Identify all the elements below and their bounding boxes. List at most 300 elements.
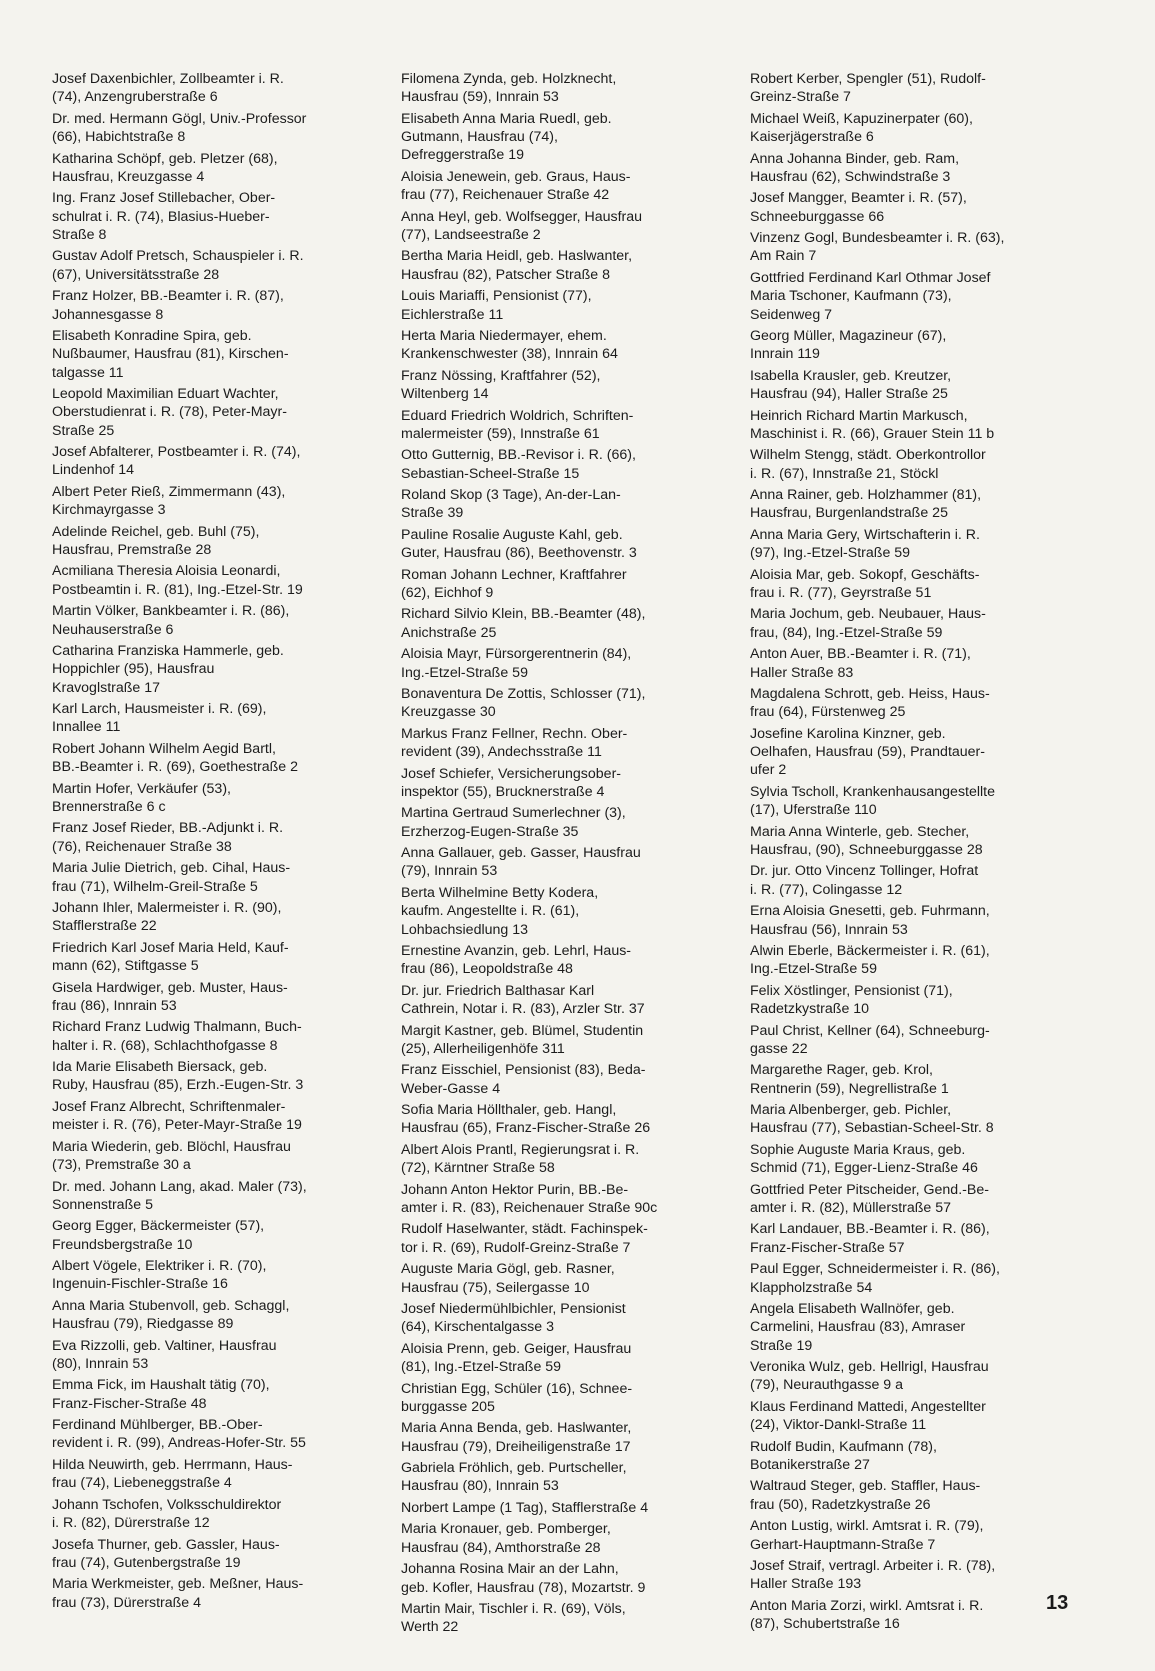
entry-line: Hausfrau (79), Dreiheiligenstraße 17 <box>401 1438 631 1455</box>
entry-line: Postbeamtin i. R. (81), Ing.-Etzel-Str. 19 <box>52 581 303 598</box>
entry-line: Alwin Eberle, Bäckermeister i. R. (61), <box>750 943 990 959</box>
death-notice-entry <box>401 1300 723 1337</box>
death-notice-entry <box>52 1058 374 1095</box>
death-notice-entry <box>401 645 723 682</box>
death-notice-entry <box>401 765 723 802</box>
death-notice-entry <box>750 486 1078 523</box>
entry-line: Sophie Auguste Maria Kraus, geb. <box>750 1141 966 1158</box>
death-notice-entry <box>750 189 1078 226</box>
entry-line: Hausfrau (62), Schwindstraße 3 <box>750 168 951 185</box>
entry-line: Filomena Zynda, geb. Holzknecht, <box>401 71 617 87</box>
death-notice-entry <box>750 982 1078 1019</box>
entry-line: Franz Eisschiel, Pensionist (83), Beda- <box>401 1062 646 1079</box>
entry-line: (25), Allerheiligenhöfe 311 <box>401 1040 565 1057</box>
entry-line: Maria Anna Benda, geb. Haslwanter, <box>401 1420 632 1437</box>
entry-line: Sebastian-Scheel-Straße 15 <box>401 465 580 482</box>
death-notice-entry <box>750 110 1078 147</box>
death-notice-entry <box>401 407 723 444</box>
entry-line: Anton Auer, BB.-Beamter i. R. (71), <box>750 646 971 663</box>
entry-line: Ernestine Avanzin, geb. Lehrl, Haus- <box>401 943 632 959</box>
entry-line: Roland Skop (3 Tage), An-der-Lan- <box>401 487 621 504</box>
entry-line: Auguste Maria Gögl, geb. Rasner, <box>401 1261 615 1278</box>
entry-line: Angela Elisabeth Wallnöfer, geb. <box>750 1301 955 1318</box>
death-notice-entry <box>401 110 723 165</box>
death-notice-entry <box>750 327 1078 364</box>
entry-line: Hausfrau (59), Innrain 53 <box>401 89 559 106</box>
entry-line: tor i. R. (69), Rudolf-Greinz-Straße 7 <box>401 1239 631 1256</box>
entry-line: Albert Vögele, Elektriker i. R. (70), <box>52 1258 267 1275</box>
entry-line: Maria Kronauer, geb. Pomberger, <box>401 1521 611 1538</box>
entry-line: Josef Daxenbichler, Zollbeamter i. R. <box>52 71 284 87</box>
entry-line: Gottfried Ferdinand Karl Othmar Josef <box>750 269 991 286</box>
entry-line: Franz-Fischer-Straße 48 <box>52 1395 207 1412</box>
death-notice-entry <box>52 899 374 936</box>
entry-line: Gottfried Peter Pitscheider, Gend.-Be- <box>750 1181 989 1198</box>
death-notice-entry <box>52 385 374 440</box>
entry-line: Franz Holzer, BB.-Beamter i. R. (87), <box>52 288 284 305</box>
entry-line: Johann Tschofen, Volksschuldirektor <box>52 1496 282 1513</box>
death-notice-entry <box>52 859 374 896</box>
entry-line: Karl Larch, Hausmeister i. R. (69), <box>52 701 267 718</box>
entry-line: amter i. R. (82), Müllerstraße 57 <box>750 1199 952 1216</box>
entry-line: Robert Kerber, Spengler (51), Rudolf- <box>750 71 986 87</box>
entry-line: Friedrich Karl Josef Maria Held, Kauf- <box>52 939 289 956</box>
death-notice-entry <box>750 862 1078 899</box>
death-notice-entry <box>401 287 723 324</box>
entry-line: (17), Uferstraße 110 <box>750 802 877 819</box>
entry-line: Ing. Franz Josef Stillebacher, Ober- <box>52 190 276 207</box>
entry-line: Straße 8 <box>52 226 107 243</box>
entry-line: Maschinist i. R. (66), Grauer Stein 11 b <box>750 425 995 442</box>
entry-line: Schneeburggasse 66 <box>750 208 885 225</box>
entry-line: Josef Franz Albrecht, Schriftenmaler- <box>52 1098 286 1115</box>
entry-line: Krankenschwester (38), Innrain 64 <box>401 346 618 363</box>
entry-line: Paul Christ, Kellner (64), Schneeburg- <box>750 1022 990 1039</box>
entry-line: Kreuzgasse 30 <box>401 704 496 721</box>
death-notice-entry <box>52 1456 374 1493</box>
entry-line: Haller Straße 193 <box>750 1576 862 1593</box>
entry-line: Josef Straif, vertragl. Arbeiter i. R. (78), <box>750 1558 996 1575</box>
entry-line: Sylvia Tscholl, Krankenhausangestellte <box>750 783 996 800</box>
entry-line: Hausfrau (94), Haller Straße 25 <box>750 386 948 403</box>
entry-line: Cathrein, Notar i. R. (83), Arzler Str. 37 <box>401 1001 645 1018</box>
entry-line: Dr. jur. Otto Vincenz Tollinger, Hofrat <box>750 863 979 880</box>
entry-line: Defreggerstraße 19 <box>401 147 525 164</box>
entry-line: Albert Alois Prantl, Regierungsrat i. R. <box>401 1141 640 1158</box>
entry-line: Norbert Lampe (1 Tag), Stafflerstraße 4 <box>401 1499 649 1516</box>
entry-line: Weber-Gasse 4 <box>401 1080 501 1097</box>
entry-line: Gustav Adolf Pretsch, Schauspieler i. R. <box>52 248 304 265</box>
death-notice-entry <box>401 1101 723 1138</box>
entry-line: Rudolf Budin, Kaufmann (78), <box>750 1438 937 1455</box>
death-notice-entry <box>401 1560 723 1597</box>
entry-line: Georg Müller, Magazineur (67), <box>750 327 947 344</box>
entry-line: frau (74), Liebeneggstraße 4 <box>52 1475 232 1492</box>
entry-line: Maria Tschoner, Kaufmann (73), <box>750 288 952 305</box>
entry-line: Botanikerstraße 27 <box>750 1456 870 1473</box>
entry-line: Seidenweg 7 <box>750 306 833 323</box>
death-notice-entry <box>401 725 723 762</box>
death-notice-entry <box>52 780 374 817</box>
death-notice-entry <box>52 1297 374 1334</box>
entry-line: inspektor (55), Brucknerstraße 4 <box>401 783 605 800</box>
death-notice-entry <box>401 1220 723 1257</box>
death-notice-entry <box>52 483 374 520</box>
entry-line: Johannesgasse 8 <box>52 306 164 323</box>
obituary-column-3 <box>750 70 1078 1637</box>
entry-line: frau (77), Reichenauer Straße 42 <box>401 187 610 204</box>
entry-line: Guter, Hausfrau (86), Beethovenstr. 3 <box>401 545 637 562</box>
entry-line: Hausfrau, Premstraße 28 <box>52 542 212 558</box>
death-notice-entry <box>52 1257 374 1294</box>
entry-line: Hoppichler (95), Hausfrau <box>52 661 215 678</box>
entry-line: Martin Hofer, Verkäufer (53), <box>52 780 231 797</box>
entry-line: (67), Universitätsstraße 28 <box>52 266 220 283</box>
death-notice-entry <box>401 208 723 245</box>
entry-line: Magdalena Schrott, geb. Heiss, Haus- <box>750 686 990 703</box>
entry-line: frau (73), Dürerstraße 4 <box>52 1594 202 1611</box>
death-notice-entry <box>401 1499 723 1517</box>
entry-line: Aloisia Prenn, geb. Geiger, Hausfrau <box>401 1340 632 1357</box>
death-notice-entry <box>52 700 374 737</box>
entry-line: i. R. (77), Colingasse 12 <box>750 881 903 898</box>
death-notice-entry <box>52 150 374 187</box>
entry-line: Kaiserjägerstraße 6 <box>750 129 874 146</box>
entry-line: Haller Straße 83 <box>750 664 854 681</box>
entry-line: ufer 2 <box>750 762 787 779</box>
entry-line: Gisela Hardwiger, geb. Muster, Haus- <box>52 979 288 996</box>
entry-line: Franz-Fischer-Straße 57 <box>750 1239 905 1256</box>
death-notice-entry <box>401 1022 723 1059</box>
entry-line: Paul Egger, Schneidermeister i. R. (86), <box>750 1261 1000 1278</box>
entry-line: Richard Silvio Klein, BB.-Beamter (48), <box>401 606 646 623</box>
entry-line: Eichlerstraße 11 <box>401 306 504 323</box>
entry-line: Veronika Wulz, geb. Hellrigl, Hausfrau <box>750 1359 989 1376</box>
entry-line: Ferdinand Mühlberger, BB.-Ober- <box>52 1417 263 1434</box>
death-notice-entry <box>52 1416 374 1453</box>
entry-line: Georg Egger, Bäckermeister (57), <box>52 1218 265 1235</box>
death-notice-entry <box>750 1022 1078 1059</box>
entry-line: Maria Werkmeister, geb. Meßner, Haus- <box>52 1576 304 1593</box>
entry-line: Maria Wiederin, geb. Blöchl, Hausfrau <box>52 1138 291 1155</box>
entry-line: Josef Schiefer, Versicherungsober- <box>401 765 622 782</box>
death-notice-entry <box>401 1600 723 1637</box>
death-notice-entry <box>401 1459 723 1496</box>
death-notice-entry <box>750 1597 1078 1634</box>
death-notice-entry <box>401 168 723 205</box>
death-notice-entry <box>401 1260 723 1297</box>
entry-line: Acmiliana Theresia Aloisia Leonardi, <box>52 563 281 580</box>
death-notice-entry <box>750 1517 1078 1554</box>
death-notice-entry <box>401 1181 723 1218</box>
entry-line: i. R. (67), Innstraße 21, Stöckl <box>750 465 939 482</box>
entry-line: (76), Reichenauer Straße 38 <box>52 838 232 855</box>
entry-line: Adelinde Reichel, geb. Buhl (75), <box>52 523 260 540</box>
entry-line: (64), Kirschentalgasse 3 <box>401 1319 554 1336</box>
entry-line: (79), Innrain 53 <box>401 863 498 880</box>
entry-line: Anna Gallauer, geb. Gasser, Hausfrau <box>401 845 641 862</box>
entry-line: Hausfrau (84), Amthorstraße 28 <box>401 1539 601 1556</box>
death-notice-entry <box>401 526 723 563</box>
obituary-column-2 <box>401 70 723 1640</box>
entry-line: Otto Gutternig, BB.-Revisor i. R. (66), <box>401 447 636 464</box>
death-notice-entry <box>52 110 374 147</box>
entry-line: frau i. R. (77), Geyrstraße 51 <box>750 584 932 601</box>
entry-line: Margit Kastner, geb. Blümel, Studentin <box>401 1022 644 1039</box>
entry-line: Hausfrau, Burgenlandstraße 25 <box>750 505 948 522</box>
death-notice-entry <box>750 605 1078 642</box>
death-notice-entry <box>750 1181 1078 1218</box>
entry-line: Klappholzstraße 54 <box>750 1279 873 1296</box>
death-notice-entry <box>750 1260 1078 1297</box>
entry-line: Hausfrau (80), Innrain 53 <box>401 1478 559 1495</box>
death-notice-entry <box>401 804 723 841</box>
entry-line: Anton Lustig, wirkl. Amtsrat i. R. (79), <box>750 1518 984 1535</box>
death-notice-entry <box>750 229 1078 266</box>
entry-line: Ruby, Hausfrau (85), Erzh.-Eugen-Str. 3 <box>52 1077 304 1094</box>
entry-line: Rentnerin (59), Negrellistraße 1 <box>750 1080 949 1097</box>
entry-line: talgasse 11 <box>52 364 124 381</box>
death-notice-entry <box>401 844 723 881</box>
death-notice-entry <box>750 645 1078 682</box>
entry-line: (74), Anzengruberstraße 6 <box>52 89 218 106</box>
entry-line: Josefine Karolina Kinzner, geb. <box>750 725 946 742</box>
death-notice-entry <box>52 1337 374 1374</box>
death-notice-entry <box>52 562 374 599</box>
entry-line: BB.-Beamter i. R. (69), Goethestraße 2 <box>52 759 299 776</box>
entry-line: Heinrich Richard Martin Markusch, <box>750 407 968 424</box>
death-notice-entry <box>52 1536 374 1573</box>
entry-line: Michael Weiß, Kapuzinerpater (60), <box>750 110 973 127</box>
entry-line: Eduard Friedrich Woldrich, Schriften- <box>401 407 634 424</box>
entry-line: Johann Ihler, Malermeister i. R. (90), <box>52 900 282 917</box>
entry-line: Maria Jochum, geb. Neubauer, Haus- <box>750 606 986 623</box>
entry-line: Anna Heyl, geb. Wolfsegger, Hausfrau <box>401 208 643 225</box>
entry-line: Franz Josef Rieder, BB.-Adjunkt i. R. <box>52 820 284 837</box>
entry-line: meister i. R. (76), Peter-Mayr-Straße 19 <box>52 1117 302 1134</box>
entry-line: Josefa Thurner, geb. Gassler, Haus- <box>52 1536 280 1553</box>
entry-line: frau (64), Fürstenweg 25 <box>750 704 906 721</box>
death-notice-entry <box>750 1300 1078 1355</box>
entry-line: Karl Landauer, BB.-Beamter i. R. (86), <box>750 1221 990 1238</box>
entry-line: Vinzenz Gogl, Bundesbeamter i. R. (63), <box>750 230 1005 247</box>
entry-line: Straße 25 <box>52 422 115 439</box>
entry-line: Brennerstraße 6 c <box>52 798 166 815</box>
death-notice-entry <box>401 446 723 483</box>
entry-line: Katharina Schöpf, geb. Pletzer (68), <box>52 150 278 167</box>
entry-line: Oberstudienrat i. R. (78), Peter-Mayr- <box>52 404 287 421</box>
death-notice-entry <box>750 407 1078 444</box>
death-notice-entry <box>750 902 1078 939</box>
entry-line: Sonnenstraße 5 <box>52 1196 153 1213</box>
entry-line: Herta Maria Niedermayer, ehem. <box>401 327 607 344</box>
death-notice-entry <box>750 1061 1078 1098</box>
entry-line: frau (74), Gutenbergstraße 19 <box>52 1554 241 1571</box>
death-notice-entry <box>750 1141 1078 1178</box>
entry-line: Leopold Maximilian Eduart Wachter, <box>52 386 279 403</box>
entry-line: Radetzkystraße 10 <box>750 1001 870 1018</box>
entry-line: (77), Landseestraße 2 <box>401 226 541 243</box>
entry-line: Felix Xöstlinger, Pensionist (71), <box>750 982 953 999</box>
entry-line: halter i. R. (68), Schlachthofgasse 8 <box>52 1037 278 1054</box>
death-notice-entry <box>750 1438 1078 1475</box>
entry-line: (73), Premstraße 30 a <box>52 1157 191 1174</box>
entry-line: Martin Völker, Bankbeamter i. R. (86), <box>52 603 290 620</box>
entry-line: Hausfrau (82), Patscher Straße 8 <box>401 266 610 283</box>
entry-line: Maria Albenberger, geb. Pichler, <box>750 1102 952 1119</box>
entry-line: Anichstraße 25 <box>401 624 497 641</box>
entry-line: Gerhart-Hauptmann-Straße 7 <box>750 1536 936 1553</box>
entry-line: Stafflerstraße 22 <box>52 918 157 935</box>
entry-line: Schmid (71), Egger-Lienz-Straße 46 <box>750 1160 978 1177</box>
death-notice-entry <box>750 783 1078 820</box>
entry-line: Louis Mariaffi, Pensionist (77), <box>401 288 592 305</box>
death-notice-entry <box>52 740 374 777</box>
entry-line: mann (62), Stiftgasse 5 <box>52 958 199 975</box>
entry-line: Lohbachsiedlung 13 <box>401 921 529 938</box>
death-notice-entry <box>750 70 1078 107</box>
entry-line: (80), Innrain 53 <box>52 1355 149 1372</box>
entry-line: Eva Rizzolli, geb. Valtiner, Hausfrau <box>52 1337 277 1354</box>
death-notice-entry <box>52 1018 374 1055</box>
death-notice-entry <box>401 884 723 939</box>
death-notice-entry <box>52 1178 374 1215</box>
entry-line: (79), Neurauthgasse 9 a <box>750 1377 904 1394</box>
entry-line: Bonaventura De Zottis, Schlosser (71), <box>401 686 646 703</box>
death-notice-entry <box>52 939 374 976</box>
entry-line: Straße 19 <box>750 1337 813 1354</box>
entry-line: geb. Kofler, Hausfrau (78), Mozartstr. 9 <box>401 1579 646 1596</box>
entry-line: Straße 39 <box>401 505 464 522</box>
entry-line: Richard Franz Ludwig Thalmann, Buch- <box>52 1019 302 1036</box>
entry-line: Oelhafen, Hausfrau (59), Prandtauer- <box>750 744 986 761</box>
death-notice-entry <box>52 1098 374 1135</box>
entry-line: Hausfrau, Kreuzgasse 4 <box>52 168 205 185</box>
entry-line: Christian Egg, Schüler (16), Schnee- <box>401 1380 633 1397</box>
entry-line: Kravoglstraße 17 <box>52 679 161 696</box>
entry-line: Dr. jur. Friedrich Balthasar Karl <box>401 982 595 999</box>
death-notice-entry <box>750 1358 1078 1395</box>
death-notice-entry <box>52 189 374 244</box>
entry-line: Hausfrau (79), Riedgasse 89 <box>52 1316 234 1333</box>
entry-line: Catharina Franziska Hammerle, geb. <box>52 643 284 660</box>
death-notice-entry <box>750 1220 1078 1257</box>
entry-line: Emma Fick, im Haushalt tätig (70), <box>52 1377 270 1394</box>
death-notice-entry <box>401 685 723 722</box>
entry-line: Innallee 11 <box>52 719 121 736</box>
entry-line: Robert Johann Wilhelm Aegid Bartl, <box>52 740 276 757</box>
death-notice-entry <box>750 725 1078 780</box>
entry-line: Erna Aloisia Gnesetti, geb. Fuhrmann, <box>750 903 990 920</box>
entry-line: Rudolf Haselwanter, städt. Fachinspek- <box>401 1221 648 1238</box>
entry-line: Klaus Ferdinand Mattedi, Angestellter <box>750 1398 986 1415</box>
entry-line: Greinz-Straße 7 <box>750 89 851 106</box>
death-notice-entry <box>52 1138 374 1175</box>
entry-line: kaufm. Angestellte i. R. (61), <box>401 903 580 920</box>
entry-line: Neuhauserstraße 6 <box>52 621 174 638</box>
entry-line: Elisabeth Anna Maria Ruedl, geb. <box>401 110 612 127</box>
entry-line: Isabella Krausler, geb. Kreutzer, <box>750 367 952 384</box>
entry-line: Lindenhof 14 <box>52 462 135 479</box>
death-notice-entry <box>401 942 723 979</box>
entry-line: malermeister (59), Innstraße 61 <box>401 425 600 442</box>
death-notice-entry <box>401 367 723 404</box>
entry-line: Josef Abfalterer, Postbeamter i. R. (74), <box>52 444 301 461</box>
death-notice-entry <box>52 819 374 856</box>
entry-line: frau (86), Innrain 53 <box>52 997 177 1014</box>
entry-line: Hausfrau (75), Seilergasse 10 <box>401 1279 590 1296</box>
death-notice-entry <box>750 269 1078 324</box>
entry-line: (87), Schubertstraße 16 <box>750 1616 900 1633</box>
entry-line: gasse 22 <box>750 1040 808 1057</box>
entry-line: Werth 22 <box>401 1619 459 1636</box>
entry-line: Anna Maria Stubenvoll, geb. Schaggl, <box>52 1297 290 1314</box>
death-notice-entry <box>401 247 723 284</box>
death-notice-entry <box>750 566 1078 603</box>
entry-line: Waltraud Steger, geb. Staffler, Haus- <box>750 1478 981 1495</box>
entry-line: Ing.-Etzel-Straße 59 <box>750 961 877 978</box>
death-notice-entry <box>52 1217 374 1254</box>
death-notice-entry <box>401 1520 723 1557</box>
death-notice-entry <box>401 982 723 1019</box>
entry-line: Margarethe Rager, geb. Krol, <box>750 1062 933 1079</box>
entry-line: (24), Viktor-Dankl-Straße 11 <box>750 1417 927 1434</box>
entry-line: Josef Mangger, Beamter i. R. (57), <box>750 190 967 207</box>
obituary-column-1 <box>52 70 374 1615</box>
death-notice-entry <box>750 367 1078 404</box>
death-notice-entry <box>52 1496 374 1533</box>
death-notice-entry <box>401 327 723 364</box>
death-notice-entry <box>52 443 374 480</box>
entry-line: Franz Nössing, Kraftfahrer (52), <box>401 367 601 384</box>
death-notice-entry <box>52 70 374 107</box>
entry-line: frau (50), Radetzkystraße 26 <box>750 1496 931 1513</box>
death-notice-entry <box>52 1575 374 1612</box>
entry-line: Hausfrau (77), Sebastian-Scheel-Str. 8 <box>750 1120 994 1137</box>
death-notice-entry <box>750 150 1078 187</box>
page-number: 13 <box>1046 1592 1069 1614</box>
death-notice-entry <box>750 1557 1078 1594</box>
death-notice-entry <box>52 642 374 697</box>
death-notice-entry <box>750 942 1078 979</box>
entry-line: Maria Julie Dietrich, geb. Cihal, Haus- <box>52 860 291 877</box>
entry-line: Elisabeth Konradine Spira, geb. <box>52 327 252 344</box>
death-notice-entry <box>401 70 723 107</box>
death-notice-entry <box>750 823 1078 860</box>
entry-line: Ida Marie Elisabeth Biersack, geb. <box>52 1059 268 1076</box>
entry-line: Maria Anna Winterle, geb. Stecher, <box>750 823 970 840</box>
entry-line: revident i. R. (99), Andreas-Hofer-Str. 55 <box>52 1435 306 1452</box>
entry-line: Hausfrau, (90), Schneeburggasse 28 <box>750 841 983 858</box>
death-notice-entry <box>52 247 374 284</box>
entry-line: frau (71), Wilhelm-Greil-Straße 5 <box>52 878 258 895</box>
entry-line: Am Rain 7 <box>750 248 817 265</box>
entry-line: Freundsbergstraße 10 <box>52 1236 193 1253</box>
entry-line: Wiltenberg 14 <box>401 386 489 403</box>
entry-line: Martin Mair, Tischler i. R. (69), Völs, <box>401 1600 626 1617</box>
entry-line: Wilhelm Stengg, städt. Oberkontrollor <box>750 447 986 464</box>
death-notice-entry <box>401 1141 723 1178</box>
entry-line: Gutmann, Hausfrau (74), <box>401 129 558 146</box>
entry-line: Aloisia Jenewein, geb. Graus, Haus- <box>401 168 631 185</box>
entry-line: Hausfrau (65), Franz-Fischer-Straße 26 <box>401 1120 651 1137</box>
death-notice-entry <box>52 979 374 1016</box>
death-notice-entry <box>52 523 374 560</box>
entry-line: Anna Johanna Binder, geb. Ram, <box>750 150 960 167</box>
entry-line: Hausfrau (56), Innrain 53 <box>750 921 908 938</box>
entry-line: Albert Peter Rieß, Zimmermann (43), <box>52 483 286 500</box>
entry-line: (62), Eichhof 9 <box>401 584 494 601</box>
